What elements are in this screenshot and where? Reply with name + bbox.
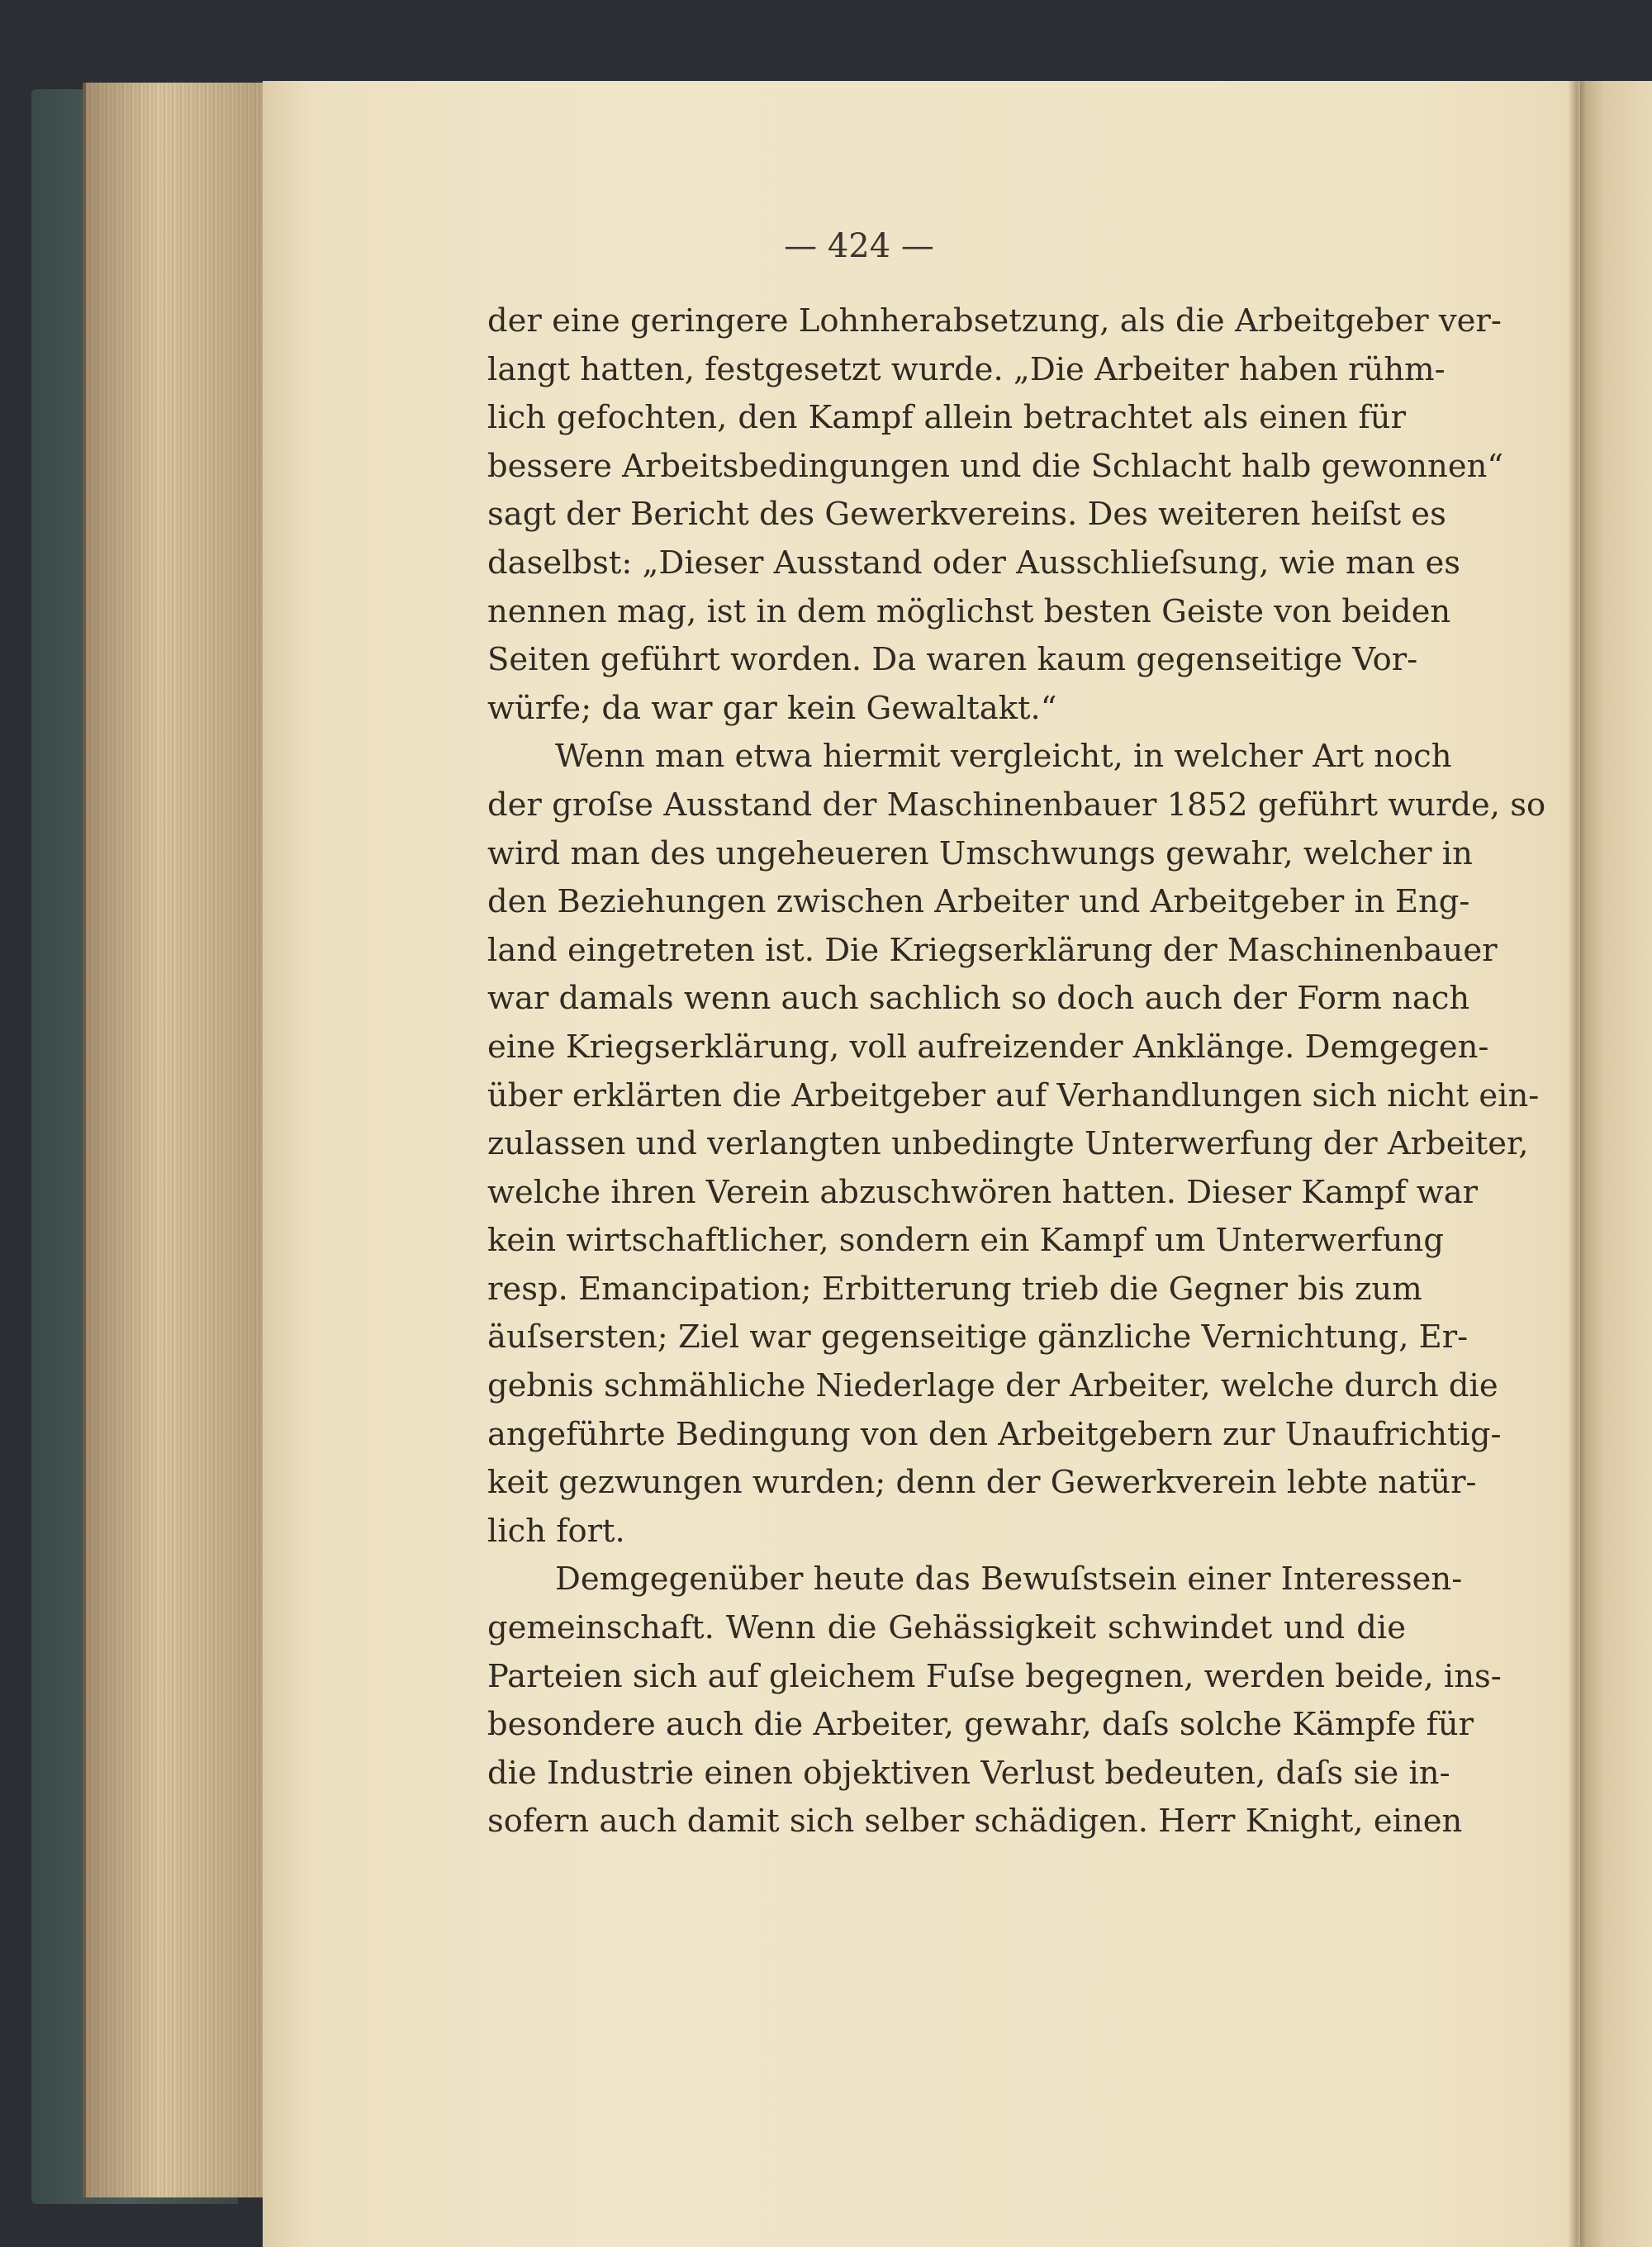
text-line: die Industrie einen objektiven Verlust bedeuten, daſs sie in- xyxy=(487,1754,1450,1792)
text-line: war damals wenn auch sachlich so doch auch der Form nach xyxy=(487,980,1470,1018)
text-line: nennen mag, ist in dem möglichst besten Geiste von beiden xyxy=(487,592,1451,630)
text-line: welche ihren Verein abzuschwören hatten. Dieser Kampf war xyxy=(487,1173,1479,1211)
text-line: lich fort. xyxy=(487,1512,625,1550)
text-line: daselbst: „Dieser Ausstand oder Ausschlieſsung, wie man es xyxy=(487,544,1461,582)
text-line: besondere auch die Arbeiter, gewahr, daſs solche Kämpfe für xyxy=(487,1706,1474,1744)
page-number-text: — 424 — xyxy=(784,227,934,265)
text-line: Demgegenüber heute das Bewuſstsein einer Interessen- xyxy=(555,1561,1463,1599)
page-edges-shadow xyxy=(83,83,273,2197)
text-line: äuſsersten; Ziel war gegenseitige gänzliche Vernichtung, Er- xyxy=(487,1318,1469,1356)
text-line: den Beziehungen zwischen Arbeiter und Arbeitgeber in Eng- xyxy=(487,883,1470,921)
text-line: Seiten geführt worden. Da waren kaum gegenseitige Vor- xyxy=(487,641,1418,679)
text-line: sagt der Bericht des Gewerkvereins. Des weiteren heiſst es xyxy=(487,496,1446,534)
text-line: sofern auch damit sich selber schädigen. Herr Knight, einen xyxy=(487,1803,1463,1841)
text-line: eine Kriegserklärung, voll aufreizender Anklänge. Demgegen- xyxy=(487,1028,1489,1066)
text-line: land eingetreten ist. Die Kriegserklärung der Maschinenbauer xyxy=(487,931,1498,969)
text-line: würfe; da war gar kein Gewaltakt.“ xyxy=(487,689,1057,727)
text-line: bessere Arbeitsbedingungen und die Schlacht halb gewonnen“ xyxy=(487,447,1504,485)
text-line: lich gefochten, den Kampf allein betrachtet als einen für xyxy=(487,399,1406,437)
text-line: der groſse Ausstand der Maschinenbauer 1852 geführt wurde, so xyxy=(487,786,1546,824)
text-line: resp. Emancipation; Erbitterung trieb die Gegner bis zum xyxy=(487,1270,1422,1308)
text-line: zulassen und verlangten unbedingte Unterwerfung der Arbeiter, xyxy=(487,1125,1529,1163)
text-line: gebnis schmähliche Niederlage der Arbeiter, welche durch die xyxy=(487,1367,1498,1405)
text-line: Wenn man etwa hiermit vergleicht, in welcher Art noch xyxy=(555,738,1452,776)
text-line: kein wirtschaftlicher, sondern ein Kampf um Unterwerfung xyxy=(487,1222,1444,1260)
facing-page-edge xyxy=(1580,81,1652,2247)
text-line: wird man des ungeheueren Umschwungs gewahr, welcher in xyxy=(487,834,1473,872)
text-line: der eine geringere Lohnherabsetzung, als die Arbeitgeber ver- xyxy=(487,302,1502,340)
text-line: keit gezwungen wurden; denn der Gewerkverein lebte natür- xyxy=(487,1464,1477,1502)
text-line: gemeinschaft. Wenn die Gehässigkeit schwindet und die xyxy=(487,1609,1406,1647)
text-line: Parteien sich auf gleichem Fuſse begegnen, werden beide, ins- xyxy=(487,1657,1502,1695)
text-line: über erklärten die Arbeitgeber auf Verhandlungen sich nicht ein- xyxy=(487,1076,1540,1114)
body-text xyxy=(487,297,1546,1846)
page-gutter-shadow xyxy=(1568,81,1586,2247)
text-line: langt hatten, festgesetzt wurde. „Die Arbeiter haben rühm- xyxy=(487,350,1446,388)
text-line: angeführte Bedingung von den Arbeitgebern zur Unaufrichtig- xyxy=(487,1415,1502,1453)
